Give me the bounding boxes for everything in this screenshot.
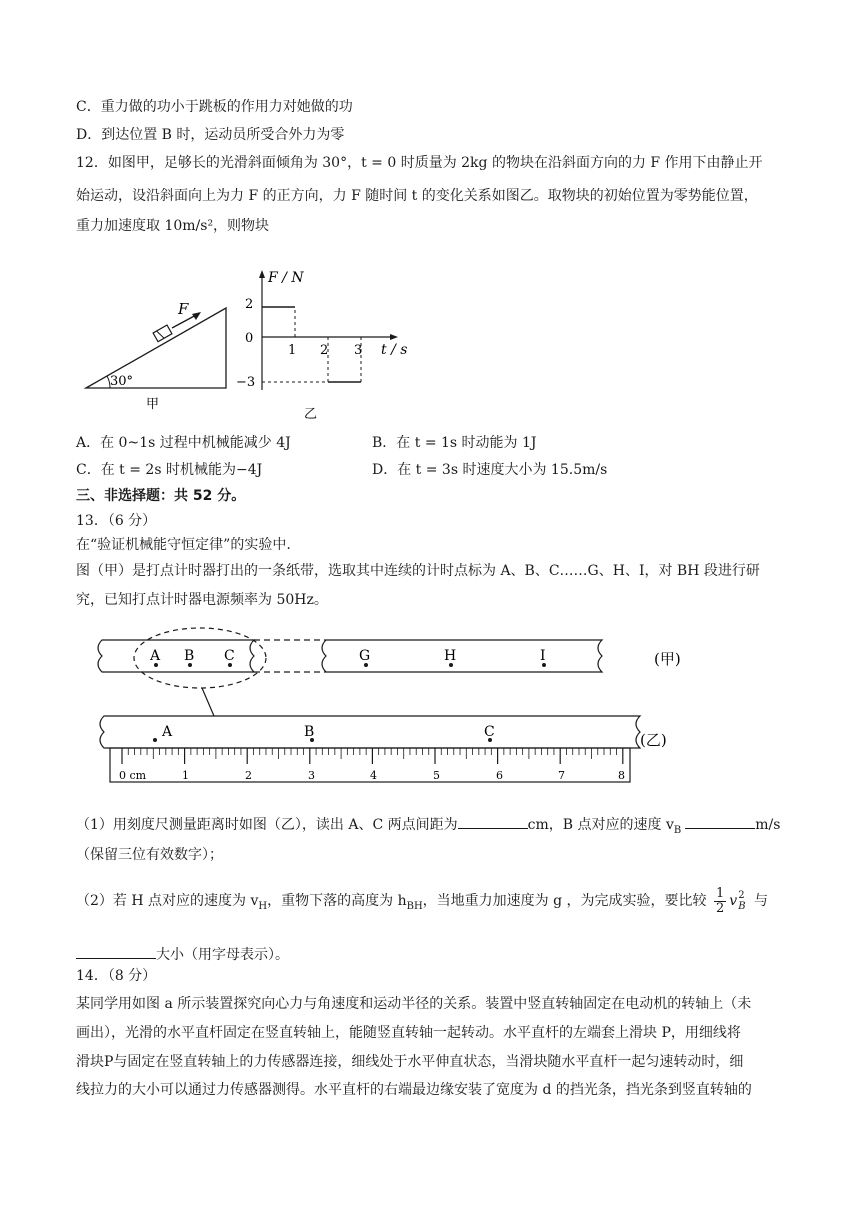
- q13-tape-figure: [94, 622, 724, 792]
- ruler-ticks: [122, 748, 623, 764]
- ruler-label-5: 5: [433, 769, 440, 782]
- q12-stem-line3: 重力加速度取 10m/s²，则物块: [76, 218, 270, 234]
- q14-line2: 画出），光滑的水平直杆固定在竖直转轴上，能随竖直转轴一起转动。水平直杆的左端套上滑块 P，用细线将: [76, 1025, 741, 1041]
- y-tick-0: 0: [245, 331, 254, 346]
- x-tick-3: 3: [354, 343, 363, 358]
- q12-option-b: B．在 t = 1s 时动能为 1J: [372, 435, 537, 451]
- angle-label: 30°: [110, 374, 134, 389]
- q14-line1: 某同学用如图 a 所示装置探究向心力与角速度和运动半径的关系。装置中竖直转轴固定在电动机的转轴上（未: [76, 996, 752, 1012]
- q13-part1-note: （保留三位有效数字）；: [76, 847, 223, 863]
- ruler-point-b: B: [304, 724, 315, 740]
- q13-part1: （1）用刻度尺测量距离时如图（乙），读出 A、C 两点间距为 cm，B 点对应的速度 $v_B$ m/s: [76, 812, 780, 841]
- section-heading: 三、非选择题：共 52 分。: [76, 488, 246, 504]
- q14-line4: 线拉力的大小可以通过力传感器测得。水平直杆的右端最边缘安装了宽度为 d 的挡光条，挡光条到竖直转轴的: [76, 1082, 752, 1098]
- tape-point-b: B: [184, 648, 195, 664]
- ruler-label-yi: (乙): [640, 731, 667, 749]
- ruler-label-1: 1: [182, 769, 189, 782]
- answer-blank-vb[interactable]: [685, 812, 755, 829]
- q14-number: 14．（8 分）: [76, 968, 157, 984]
- q13-desc-line2: 究，已知打点计时器电源频率为 50Hz。: [76, 592, 328, 608]
- q12-option-d: D．在 t = 3s 时速度大小为 15.5m/s: [372, 462, 608, 478]
- tape-point-i: I: [540, 648, 546, 664]
- q12-figure-jia: [80, 290, 240, 415]
- y-tick-2: 2: [245, 297, 254, 312]
- q13-part3: 大小（用字母表示）。: [76, 942, 289, 965]
- ruler-label-3: 3: [308, 769, 315, 782]
- ruler-label-4: 4: [370, 769, 377, 782]
- q11-option-d: D．到达位置 B 时，运动员所受合外力为零: [76, 127, 345, 143]
- q12-stem-line2: 始运动，设沿斜面向上为力 F 的正方向，力 F 随时间 t 的变化关系如图乙。取物块的初始位置为零势能位置，: [76, 188, 758, 204]
- ruler-label-7: 7: [558, 769, 565, 782]
- tape-point-g: G: [359, 648, 371, 664]
- ruler-label-0: 0 cm: [119, 769, 147, 782]
- ruler-label-8: 8: [618, 769, 625, 782]
- fraction-half: $\frac{1}{2}$: [716, 885, 725, 916]
- q12-stem-line1: 12．如图甲，足够长的光滑斜面倾角为 30°，t = 0 时质量为 2kg 的物块在沿斜面方向的力 F 作用下由静止开: [76, 155, 763, 171]
- answer-blank-compare[interactable]: [76, 942, 156, 959]
- tape-point-c: C: [224, 648, 235, 664]
- x-axis-label: t / s: [381, 342, 408, 358]
- q13-desc-line1: 图（甲）是打点计时器打出的一条纸带，选取其中连续的计时点标为 A、B、C……G、H、I，对 BH 段进行研: [76, 563, 760, 579]
- force-label: F: [178, 300, 189, 318]
- figure-caption-jia: 甲: [146, 397, 160, 412]
- q13-number: 13．（6 分）: [76, 513, 157, 529]
- tape-label-jia: (甲): [654, 650, 681, 668]
- y-tick-neg3: −3: [236, 375, 256, 390]
- q14-line3: 滑块P与固定在竖直转轴上的力传感器连接，细线处于水平伸直状态，当滑块随水平直杆一起匀速转动时，细: [76, 1054, 744, 1070]
- q12-option-c: C．在 t = 2s 时机械能为−4J: [76, 462, 263, 478]
- q12-figure-yi: [236, 268, 416, 428]
- y-axis-label: F / N: [268, 270, 304, 286]
- f-t-curve: [262, 307, 361, 382]
- q11-option-c: C．重力做的功小于跳板的作用力对她做的功: [76, 99, 353, 115]
- ruler-point-c: C: [484, 724, 495, 740]
- block-icon: [153, 325, 172, 342]
- answer-blank-ac-distance[interactable]: [458, 812, 528, 829]
- x-tick-1: 1: [288, 343, 297, 358]
- ruler-point-a: A: [162, 724, 173, 740]
- tape-point-a: A: [150, 648, 161, 664]
- x-tick-2: 2: [320, 343, 329, 358]
- q13-intro: 在“验证机械能守恒定律”的实验中.: [76, 537, 291, 553]
- ruler-label-6: 6: [496, 769, 503, 782]
- q13-part2: （2）若 H 点对应的速度为 $v_H$，重物下落的高度为 $h_{BH}$，当地重力加速度为 g ，为完成实验，要比较 $\frac{1}{2}$ v 2 B 与: [76, 885, 769, 916]
- tape-point-h: H: [444, 648, 457, 664]
- figure-caption-yi: 乙: [304, 407, 318, 422]
- ruler-label-2: 2: [245, 769, 252, 782]
- q12-option-a: A．在 0~1s 过程中机械能减少 4J: [76, 435, 291, 451]
